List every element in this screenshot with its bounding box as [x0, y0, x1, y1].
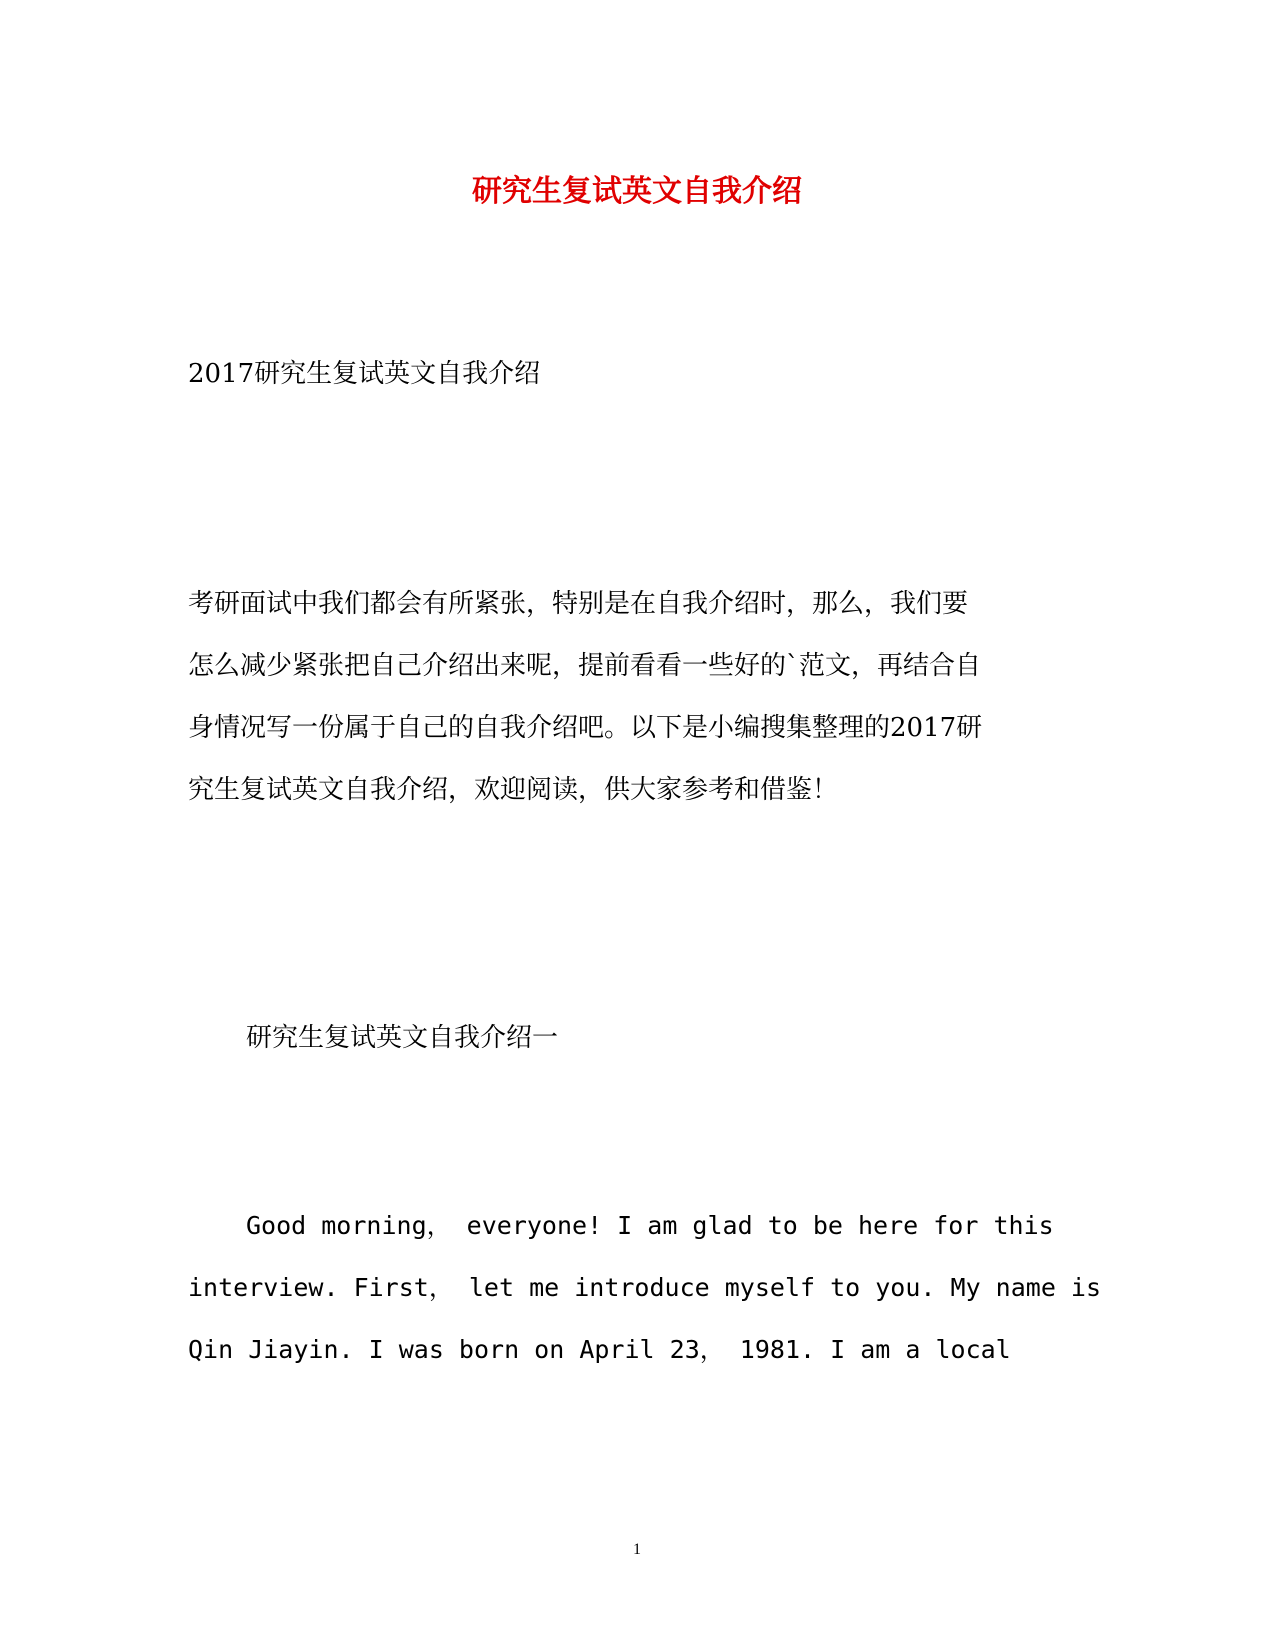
intro-line-4: 究生复试英文自我介绍，欢迎阅读，供大家参考和借鉴！ — [188, 775, 839, 805]
document-title: 研究生复试英文自我介绍 — [472, 174, 802, 209]
english-line-3: Qin Jiayin. I was born on April 23， 1981. I am a local — [188, 1335, 1011, 1364]
document-subtitle: 2017研究生复试英文自我介绍 — [188, 359, 541, 389]
intro-line-3: 身情况写一份属于自己的自我介绍吧。以下是小编搜集整理的2017研 — [188, 713, 983, 743]
page-number: 1 — [633, 1541, 641, 1558]
english-line-1: Good morning， everyone! I am glad to be here for this — [246, 1211, 1054, 1240]
english-line-2: interview. First， let me introduce myself to you. My name is — [188, 1273, 1102, 1302]
intro-line-1: 考研面试中我们都会有所紧张，特别是在自我介绍时，那么，我们要 — [188, 589, 969, 619]
intro-line-2: 怎么减少紧张把自己介绍出来呢，提前看看一些好的`范文，再结合自 — [188, 651, 982, 681]
section-heading: 研究生复试英文自我介绍一 — [246, 1023, 559, 1053]
